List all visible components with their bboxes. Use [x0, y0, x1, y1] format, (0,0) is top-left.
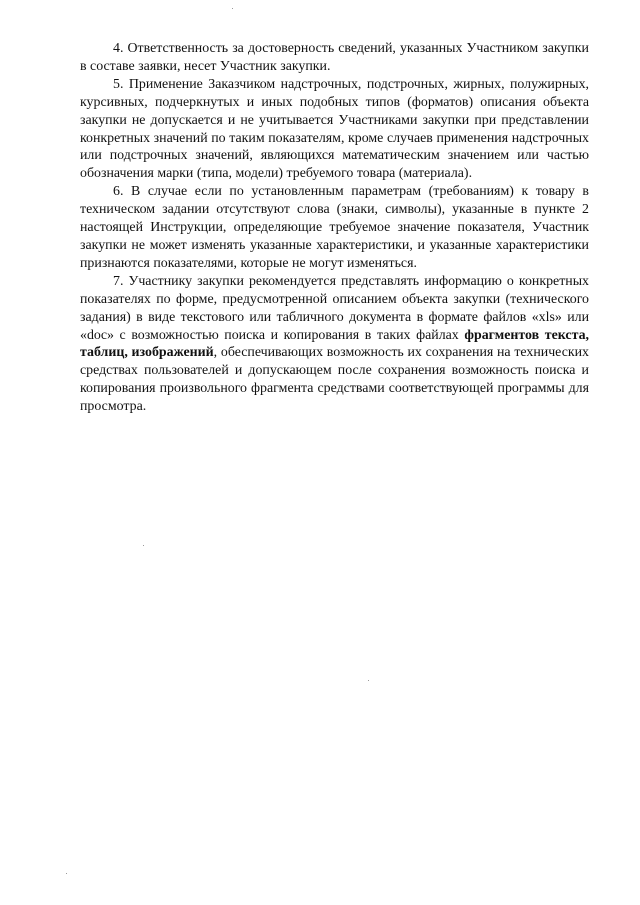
scan-speck — [66, 873, 67, 874]
scan-speck — [368, 680, 369, 681]
paragraph-5 — [80, 76, 589, 183]
scan-speck — [143, 545, 144, 546]
document-body — [80, 40, 589, 416]
paragraph-7-text-before: Участнику закупки рекомендуется представлять информацию о конкретных показателях по форме, предусмотренной описанием объекта закупки (технического задания) в виде текстового или табличного документа в формате файлов «xls» или «doc» с возможностью поиска и копирования в таких файлах — [80, 273, 589, 343]
paragraph-7-number: 7. — [113, 273, 124, 289]
paragraph-5-number: 5. — [113, 76, 124, 92]
paragraph-7 — [80, 273, 589, 416]
paragraph-4-text: Ответственность за достоверность сведений, указанных Участником закупки в составе заявки, несет Участник закупки. — [80, 41, 589, 74]
paragraph-4-number: 4. — [113, 41, 124, 56]
paragraph-6 — [80, 183, 589, 273]
paragraph-7-bold-text: фрагментов текста, таблиц, изображений — [80, 327, 589, 361]
paragraph-6-number: 6. — [113, 184, 124, 200]
paragraph-5-text: Применение Заказчиком надстрочных, подстрочных, жирных, полужирных, курсивных, подчеркнутых и иных подобных типов (форматов) описания объекта закупки не допускается и не учитывается Участниками закупки при представлении конкретных значений по таким показателям, кроме случаев применения надстрочных или подстрочных значений, являющихся математическим значением или частью обозначения марки (типа, модели) требуемого товара (материала). — [80, 76, 589, 182]
paragraph-7-text-after: , обеспечивающих возможность их сохранения на технических средствах пользователей и допускающем после сохранения возможность поиска и копирования произвольного фрагмента средствами соответствующей программы для просмотра. — [80, 345, 589, 415]
scan-speck — [232, 8, 233, 9]
paragraph-6-text: В случае если по установленным параметрам (требованиям) к товару в техническом задании отсутствуют слова (знаки, символы), указанные в пункте 2 настоящей Инструкции, определяющие требуемое значение показателя, Участник закупки не может изменять указанные характеристики, и указанные характеристики признаются показателями, которые не могут изменяться. — [80, 184, 589, 271]
paragraph-4 — [80, 40, 589, 76]
